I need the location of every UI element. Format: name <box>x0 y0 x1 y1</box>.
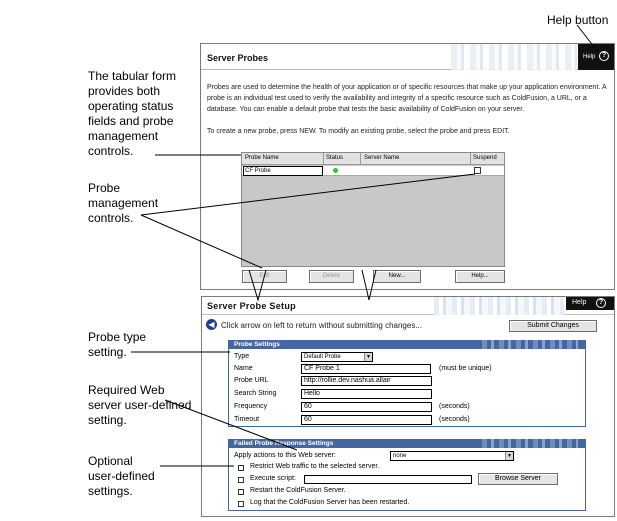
setup-help-button[interactable] <box>566 297 614 310</box>
optional-settings-annotation <box>88 454 155 499</box>
suspend-checkbox[interactable] <box>474 167 481 174</box>
anno-line: management <box>88 129 159 143</box>
failed-response-header <box>228 439 586 448</box>
section-title: Probe Settings <box>234 341 280 348</box>
name-label: Name <box>234 365 253 372</box>
search-string-input[interactable]: Hello <box>301 389 432 399</box>
probes-instructions: To create a new probe, press NEW. To modify an existing probe, select the probe and press EDIT. <box>207 128 510 135</box>
table-row[interactable] <box>242 166 504 176</box>
help-action-button[interactable]: Help... <box>455 270 505 283</box>
restart-server-checkbox[interactable] <box>238 489 244 495</box>
execute-script-label: Execute script: <box>250 475 296 482</box>
page-title: Server Probes <box>207 53 269 63</box>
type-label: Type <box>234 353 250 360</box>
col-probe-name[interactable]: Probe Name <box>245 155 279 161</box>
back-arrow-icon[interactable]: ◀ <box>206 319 217 330</box>
chevron-down-icon: ▼ <box>505 452 513 460</box>
server-probes-panel <box>200 43 615 290</box>
header-decoration <box>482 340 578 349</box>
help-label: Help <box>583 54 596 60</box>
col-suspend[interactable]: Suspend <box>473 155 497 161</box>
browse-server-button[interactable]: Browse Server <box>478 473 558 485</box>
restrict-traffic-label: Restrict Web traffic to the selected server. <box>250 463 380 470</box>
anno-line: server user-defined <box>88 398 192 412</box>
log-restart-label: Log that the ColdFusion Server has been restarted. <box>250 499 410 506</box>
probes-table <box>241 152 505 267</box>
anno-line: Probe type <box>88 330 147 344</box>
title-decoration <box>451 44 577 70</box>
anno-line: setting. <box>88 345 127 359</box>
probe-type-annotation <box>88 330 146 360</box>
anno-line: Required Web <box>88 383 165 397</box>
frequency-hint: (seconds) <box>439 403 470 410</box>
url-label: Probe URL <box>234 377 269 384</box>
required-setting-annotation <box>88 383 191 428</box>
status-ok-icon <box>333 168 338 173</box>
anno-line: settings. <box>88 484 133 498</box>
table-header <box>242 153 504 165</box>
server-probe-setup-panel <box>201 296 615 517</box>
header-decoration <box>482 439 578 448</box>
execute-script-input[interactable] <box>304 475 472 484</box>
chevron-down-icon: ▼ <box>364 353 372 361</box>
setup-title-bar <box>202 297 614 315</box>
col-server-name[interactable]: Server Name <box>364 155 400 161</box>
timeout-label: Timeout <box>234 416 260 423</box>
probe-management-annotation <box>88 181 158 226</box>
web-server-selected-value: none <box>393 453 407 459</box>
anno-line: setting. <box>88 413 127 427</box>
log-restart-checkbox[interactable] <box>238 501 244 507</box>
web-server-select[interactable] <box>390 451 514 461</box>
restrict-traffic-checkbox[interactable] <box>238 465 244 471</box>
frequency-label: Frequency <box>234 403 268 410</box>
anno-line: fields and probe <box>88 114 174 128</box>
edit-button[interactable]: Edit <box>242 270 287 283</box>
anno-line: provides both <box>88 84 161 98</box>
restart-server-label: Restart the ColdFusion Server. <box>250 487 346 494</box>
apply-label: Apply actions to this Web server: <box>234 452 336 459</box>
help-icon: ? <box>596 298 606 308</box>
back-instruction: Click arrow on left to return without submitting changes... <box>221 321 422 330</box>
title-decoration <box>434 297 564 315</box>
probe-name-cell[interactable]: CF Probe <box>243 166 323 176</box>
anno-line: management <box>88 196 159 210</box>
setup-title: Server Probe Setup <box>207 301 296 311</box>
server-probes-title-bar <box>201 44 614 70</box>
new-button[interactable]: New... <box>373 270 421 283</box>
anno-line: operating status <box>88 99 174 113</box>
timeout-hint: (seconds) <box>439 416 470 423</box>
anno-line: Probe <box>88 181 121 195</box>
col-divider <box>360 153 361 165</box>
probe-url-input[interactable]: http://rollie.dev.nashua.allair <box>301 376 432 386</box>
type-select[interactable] <box>301 352 373 362</box>
help-button[interactable] <box>578 44 614 70</box>
probes-description: Probes are used to determine the health of your application or of specific resources that make up your application environment. A probe is an individual test used to verify the availability and integrity of a specific resource such as ColdFusion, a URL, or a database. You can enable a default probe that tests the basic availability of ColdFusion on your server. <box>207 84 607 113</box>
execute-script-checkbox[interactable] <box>238 477 244 483</box>
submit-changes-button[interactable]: Submit Changes <box>509 320 597 332</box>
col-divider <box>470 153 471 165</box>
delete-button[interactable]: Delete <box>309 270 354 283</box>
anno-line: controls. <box>88 211 134 225</box>
anno-line: Optional <box>88 454 133 468</box>
anno-line: The tabular form <box>88 69 177 83</box>
section-title: Failed Probe Response Settings <box>234 440 334 447</box>
probe-settings-header <box>228 340 586 349</box>
type-selected-value: Default Probe <box>304 354 341 360</box>
timeout-input[interactable]: 60 <box>301 415 432 425</box>
name-input[interactable]: CF Probe 1 <box>301 364 431 374</box>
name-hint: (must be unique) <box>439 365 492 372</box>
frequency-input[interactable]: 60 <box>301 402 432 412</box>
help-icon: ? <box>599 51 609 61</box>
help-label: Help <box>572 299 587 306</box>
col-status[interactable]: Status <box>326 155 344 161</box>
help-button-annotation: Help button <box>547 13 609 27</box>
anno-line: controls. <box>88 144 134 158</box>
anno-line: user-defined <box>88 469 155 483</box>
search-string-label: Search String <box>234 390 277 397</box>
col-divider <box>323 153 324 165</box>
tabular-form-annotation <box>88 69 176 159</box>
